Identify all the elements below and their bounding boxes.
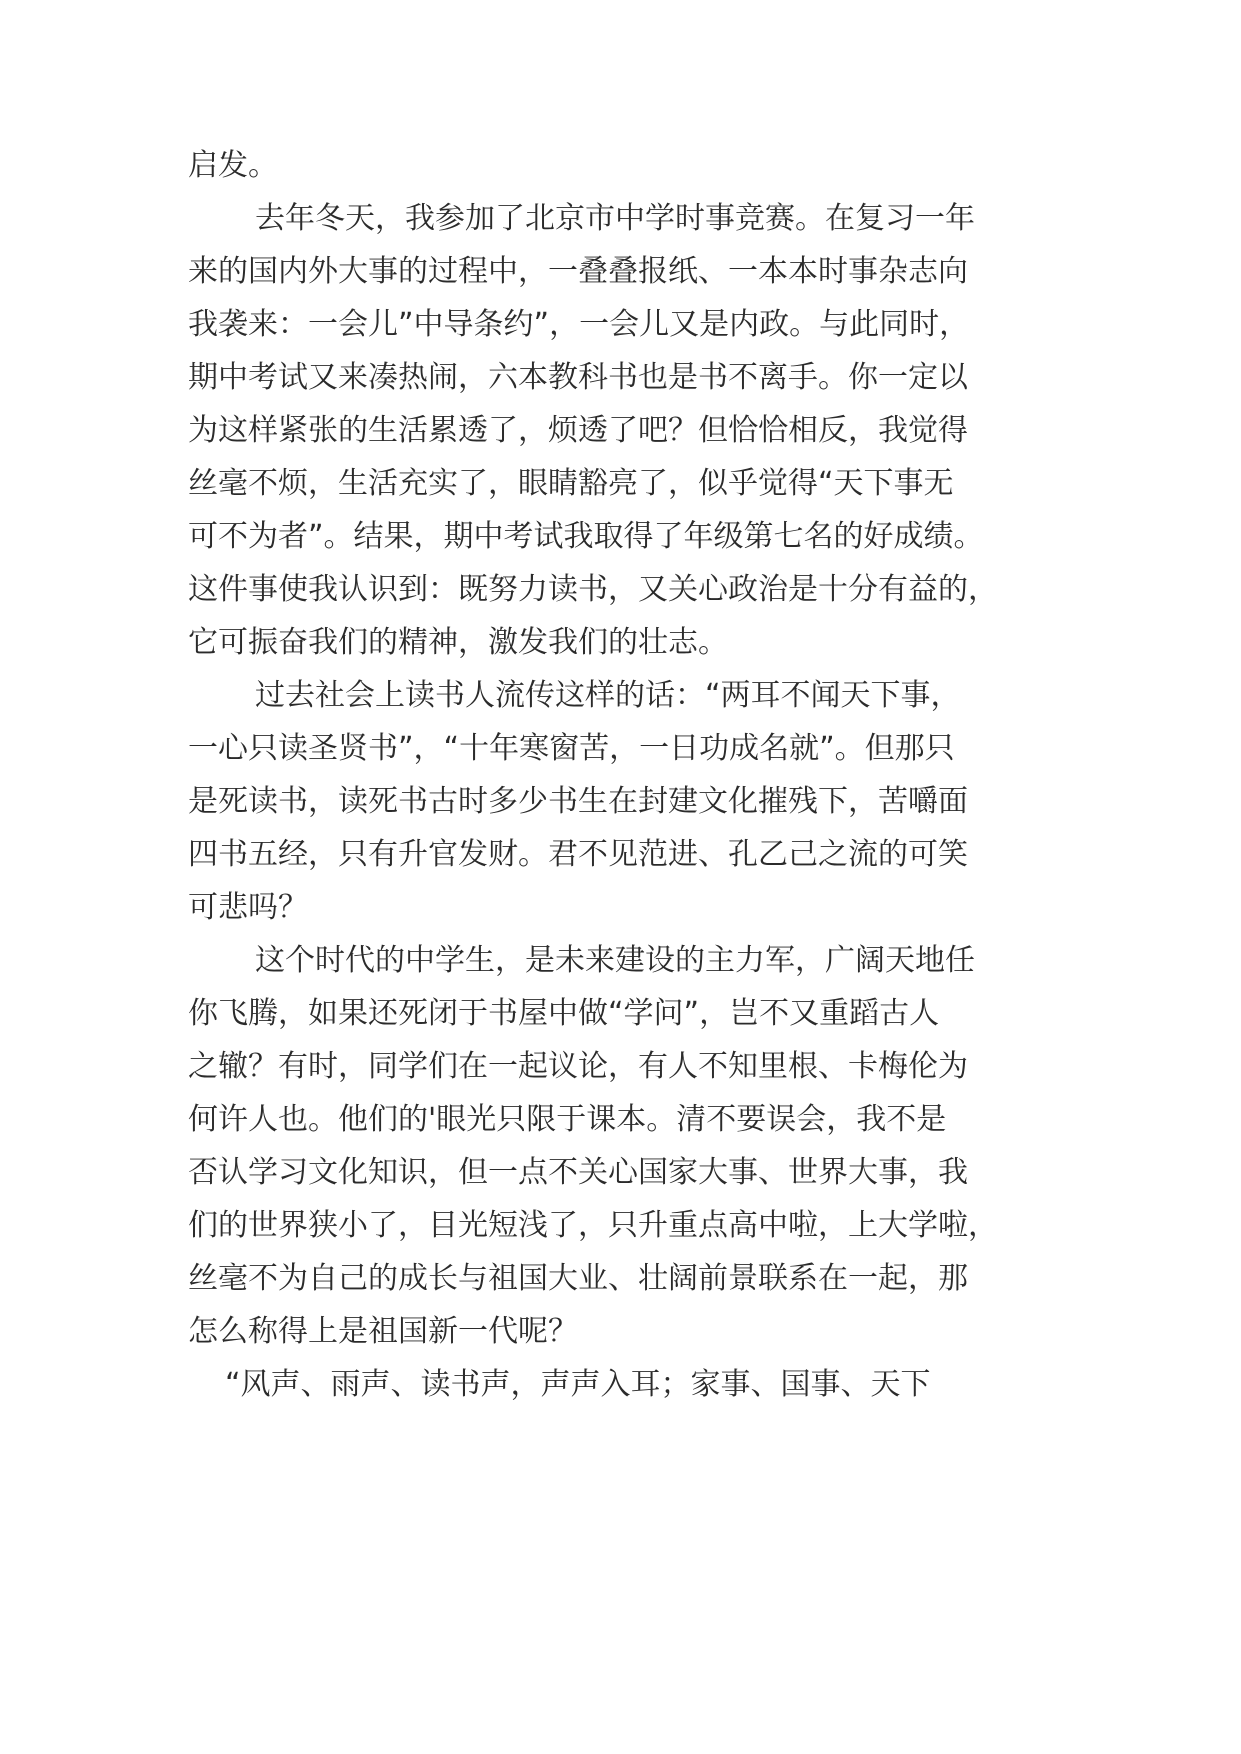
text-line: 一心只读圣贤书”，“十年寒窗苦，一日功成名就”。但那只	[188, 731, 955, 766]
paragraph-first-line: 这个时代的中学生，是未来建设的主力军，广阔天地任	[255, 943, 975, 978]
paragraph-first-line: 去年冬天，我参加了北京市中学时事竞赛。在复习一年	[255, 201, 975, 236]
text-line: 们的世界狭小了，目光短浅了，只升重点高中啦，上大学啦，	[188, 1208, 998, 1243]
text-line: 这件事使我认识到：既努力读书，又关心政治是十分有益的，	[188, 572, 998, 607]
text-line: 是死读书，读死书古时多少书生在封建文化摧残下，苦嚼面	[188, 784, 968, 819]
text-line: 我袭来：一会儿”中导条约”，一会儿又是内政。与此同时，	[188, 307, 970, 342]
text-line: 何许人也。他们的'眼光只限于课本。清不要误会，我不是	[188, 1102, 947, 1137]
text-line: 丝毫不烦，生活充实了，眼睛豁亮了，似乎觉得“天下事无	[188, 466, 954, 501]
text-line: 四书五经，只有升官发财。君不见范进、孔乙己之流的可笑	[188, 837, 968, 872]
text-line: 否认学习文化知识，但一点不关心国家大事、世界大事，我	[188, 1155, 968, 1190]
text-line: 怎么称得上是祖国新一代呢？	[188, 1314, 578, 1349]
paragraph-first-line: 过去社会上读书人流传这样的话：“两耳不闻天下事，	[255, 678, 961, 713]
text-line: 可悲吗？	[188, 890, 308, 925]
text-line: 它可振奋我们的精神，激发我们的壮志。	[188, 625, 728, 660]
text-line: 来的国内外大事的过程中，一叠叠报纸、一本本时事杂志向	[188, 254, 968, 289]
text-line: 为这样紧张的生活累透了，烦透了吧？但恰恰相反，我觉得	[188, 413, 968, 448]
paragraph-first-line: “风声、雨声、读书声，声声入耳；家事、国事、天下	[225, 1367, 931, 1402]
text-line: 你飞腾，如果还死闭于书屋中做“学问”，岂不又重蹈古人	[188, 996, 940, 1031]
text-line: 启发。	[188, 148, 278, 183]
text-line: 期中考试又来凑热闹，六本教科书也是书不离手。你一定以	[188, 360, 968, 395]
text-line: 之辙？有时，同学们在一起议论，有人不知里根、卡梅伦为	[188, 1049, 968, 1084]
text-line: 可不为者”。结果，期中考试我取得了年级第七名的好成绩。	[188, 519, 984, 554]
text-line: 丝毫不为自己的成长与祖国大业、壮阔前景联系在一起，那	[188, 1261, 968, 1296]
